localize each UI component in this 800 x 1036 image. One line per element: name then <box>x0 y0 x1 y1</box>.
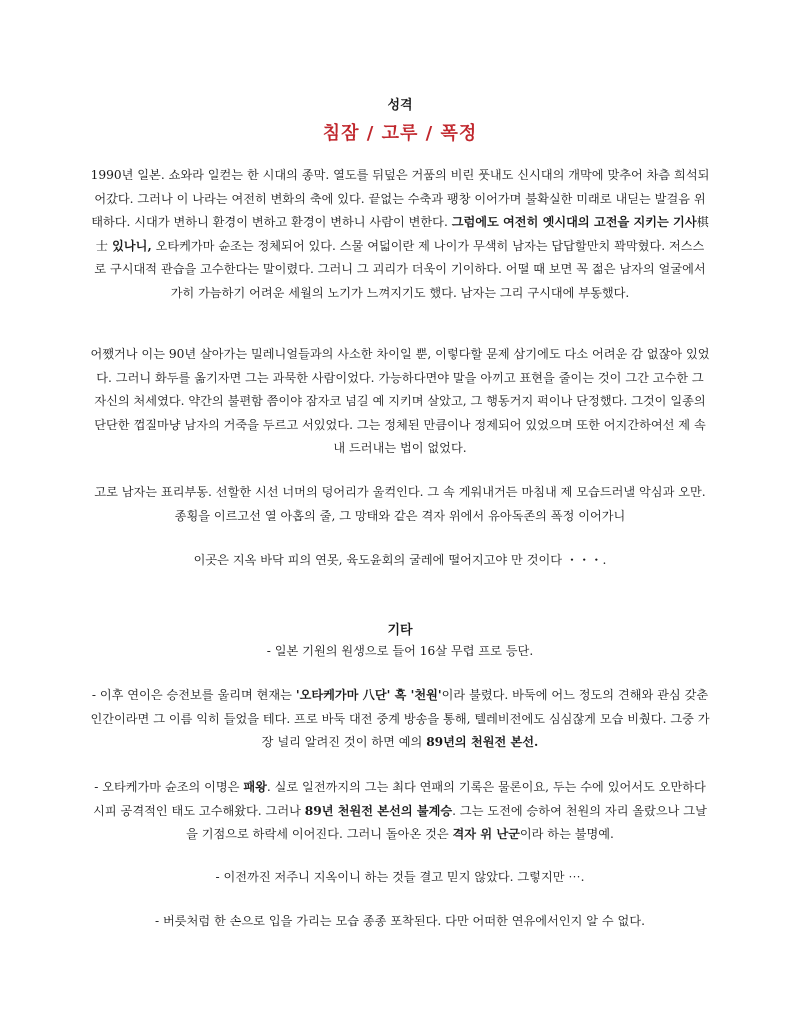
personality-paragraph-2 <box>90 343 710 461</box>
misc-bullet-3 <box>90 776 710 847</box>
emphasis-text: 격자 위 난군 <box>452 827 520 841</box>
paragraph-text: 어쨌거나 이는 90년 살아가는 밀레니얼들과의 사소한 차이일 뿐, 이렇다할 문제 삼기에도 다소 어려운 감 없잖아 있었다. 그러니 화두를 옮기자면 그는 과묵한 사람이었다. 가능하다면야 말을 아끼고 표현을 줄이는 것이 그간 고수한 그 자신의 처세였다. 약간의 불편함 쯤이야 잠자코 넘길 예 지키며 살았고, 그 행동거지 퍽이나 단정했다. 그것이 일종의 단단한 껍질마냥 남자의 거죽을 두르고 서있었다. 그는 정체된 만큼이나 정제되어 있었으며 또한 어지간하여선 제 속내 드러내는 법이 없었다. <box>90 347 710 455</box>
text-span: 이라 불렸다. 바둑에 어느 정도의 견해와 관심 갖춘 인간이라면 그 이름 익히 들었을 테다. 프로 바둑 대전 중계 방송을 통해, 텔레비전에도 심심잖게 모습 비췄다. 그중 가장 널리 알려진 것이 하면 예의 <box>90 688 710 749</box>
text-span: 오타케가마 슌조는 정체되어 있다. 스물 여덟이란 제 나이가 무색히 남자는 답답할만치 꽉막혔다. 저스스로 구시대적 관습을 고수한다는 말이렸다. 그러니 그 괴리가 더욱이 기이하다. 어떨 때 보면 꼭 젊은 남자의 얼굴에서 가히 가늠하기 어려운 세월의 노기가 느껴지기도 했다. 남자는 그리 구시대에 부동했다. <box>94 238 706 300</box>
traits-subheading: 침잠 / 고루 / 폭정 <box>322 123 478 144</box>
emphasis-text: 그럼에도 여전히 옛시대의 고전을 지키는 기사 <box>451 215 697 229</box>
bullet-text: - 이전까진 저주니 지옥이니 하는 것들 결고 믿지 않았다. 그렇지만 ⋯. <box>215 870 585 884</box>
bullet-text: - 일본 기원의 원생으로 들어 16살 무렵 프로 등단. <box>266 644 534 658</box>
paragraph-text: 고로 남자는 표리부동. 선할한 시선 너머의 덩어리가 울컥인다. 그 속 게워내거든 마침내 제 모습드러낼 악심과 오만. 종횡을 이르고선 열 아홉의 줄, 그 망태와 같은 격자 위에서 유아독존의 폭정 이어가니 <box>94 485 706 523</box>
emphasis-text: 89년의 천원전 본선. <box>426 735 539 749</box>
text-span: . 그는 도전에 승하여 천원의 자리 올랐으나 그날을 기점으로 하락세 이어진다. 그러니 돌아온 것은 <box>186 803 707 841</box>
emphasis-text: 패왕 <box>243 780 267 794</box>
text-span: . 실로 일전까지의 그는 최다 연패의 기록은 물론이요, 두는 수에 있어서도 오만하다시피 공격적인 태도 고수해왔다. 그러나 <box>93 780 706 818</box>
personality-paragraph-4 <box>90 549 710 573</box>
personality-paragraph-3 <box>90 481 710 528</box>
personality-header <box>90 94 710 145</box>
text-span: 이라 하는 불명예. <box>519 827 614 841</box>
text-span: - 이후 연이은 승전보를 울리며 현재는 <box>91 688 296 702</box>
misc-bullet-2 <box>90 684 710 755</box>
misc-bullet-1 <box>90 640 710 664</box>
section-heading-misc: 기타 <box>387 623 413 638</box>
misc-header <box>90 619 710 638</box>
emphasis-text: 있나니, <box>107 238 152 253</box>
emphasis-text: '오타케가마 八단' 혹 '천원' <box>295 688 442 702</box>
personality-paragraph-1 <box>90 164 710 305</box>
bullet-text: - 버릇처럼 한 손으로 입을 가리는 모습 종종 포착된다. 다만 어떠한 연유에서인지 알 수 없다. <box>155 914 645 928</box>
text-span: - 오타케가마 슌조의 이명은 <box>94 780 244 794</box>
section-heading-personality: 성격 <box>387 98 413 113</box>
emphasis-text: 89년 천원전 본선의 불계승 <box>304 803 453 818</box>
misc-bullet-4 <box>90 866 710 890</box>
text-span: 1990년 일본. 쇼와라 일컫는 한 시대의 종막. 열도를 뒤덮은 거품의 비린 풋내도 신시대의 개막에 맞추어 차츰 희석되어갔다. 그러나 이 나라는 여전히 변화의 축에 있다. 끝없는 수축과 팽창 이어가며 불확실한 미래로 내딛는 발걸음 위태하다. 시대가 변하니 환경이 변하고 환경이 변하니 사람이 변한다. <box>90 168 710 229</box>
hanja-text: 棋士 <box>95 215 709 253</box>
paragraph-text: 이곳은 지옥 바닥 피의 연못, 육도윤회의 굴레에 떨어지고야 만 것이다 ・・・. <box>193 553 607 567</box>
misc-bullet-5 <box>90 910 710 934</box>
